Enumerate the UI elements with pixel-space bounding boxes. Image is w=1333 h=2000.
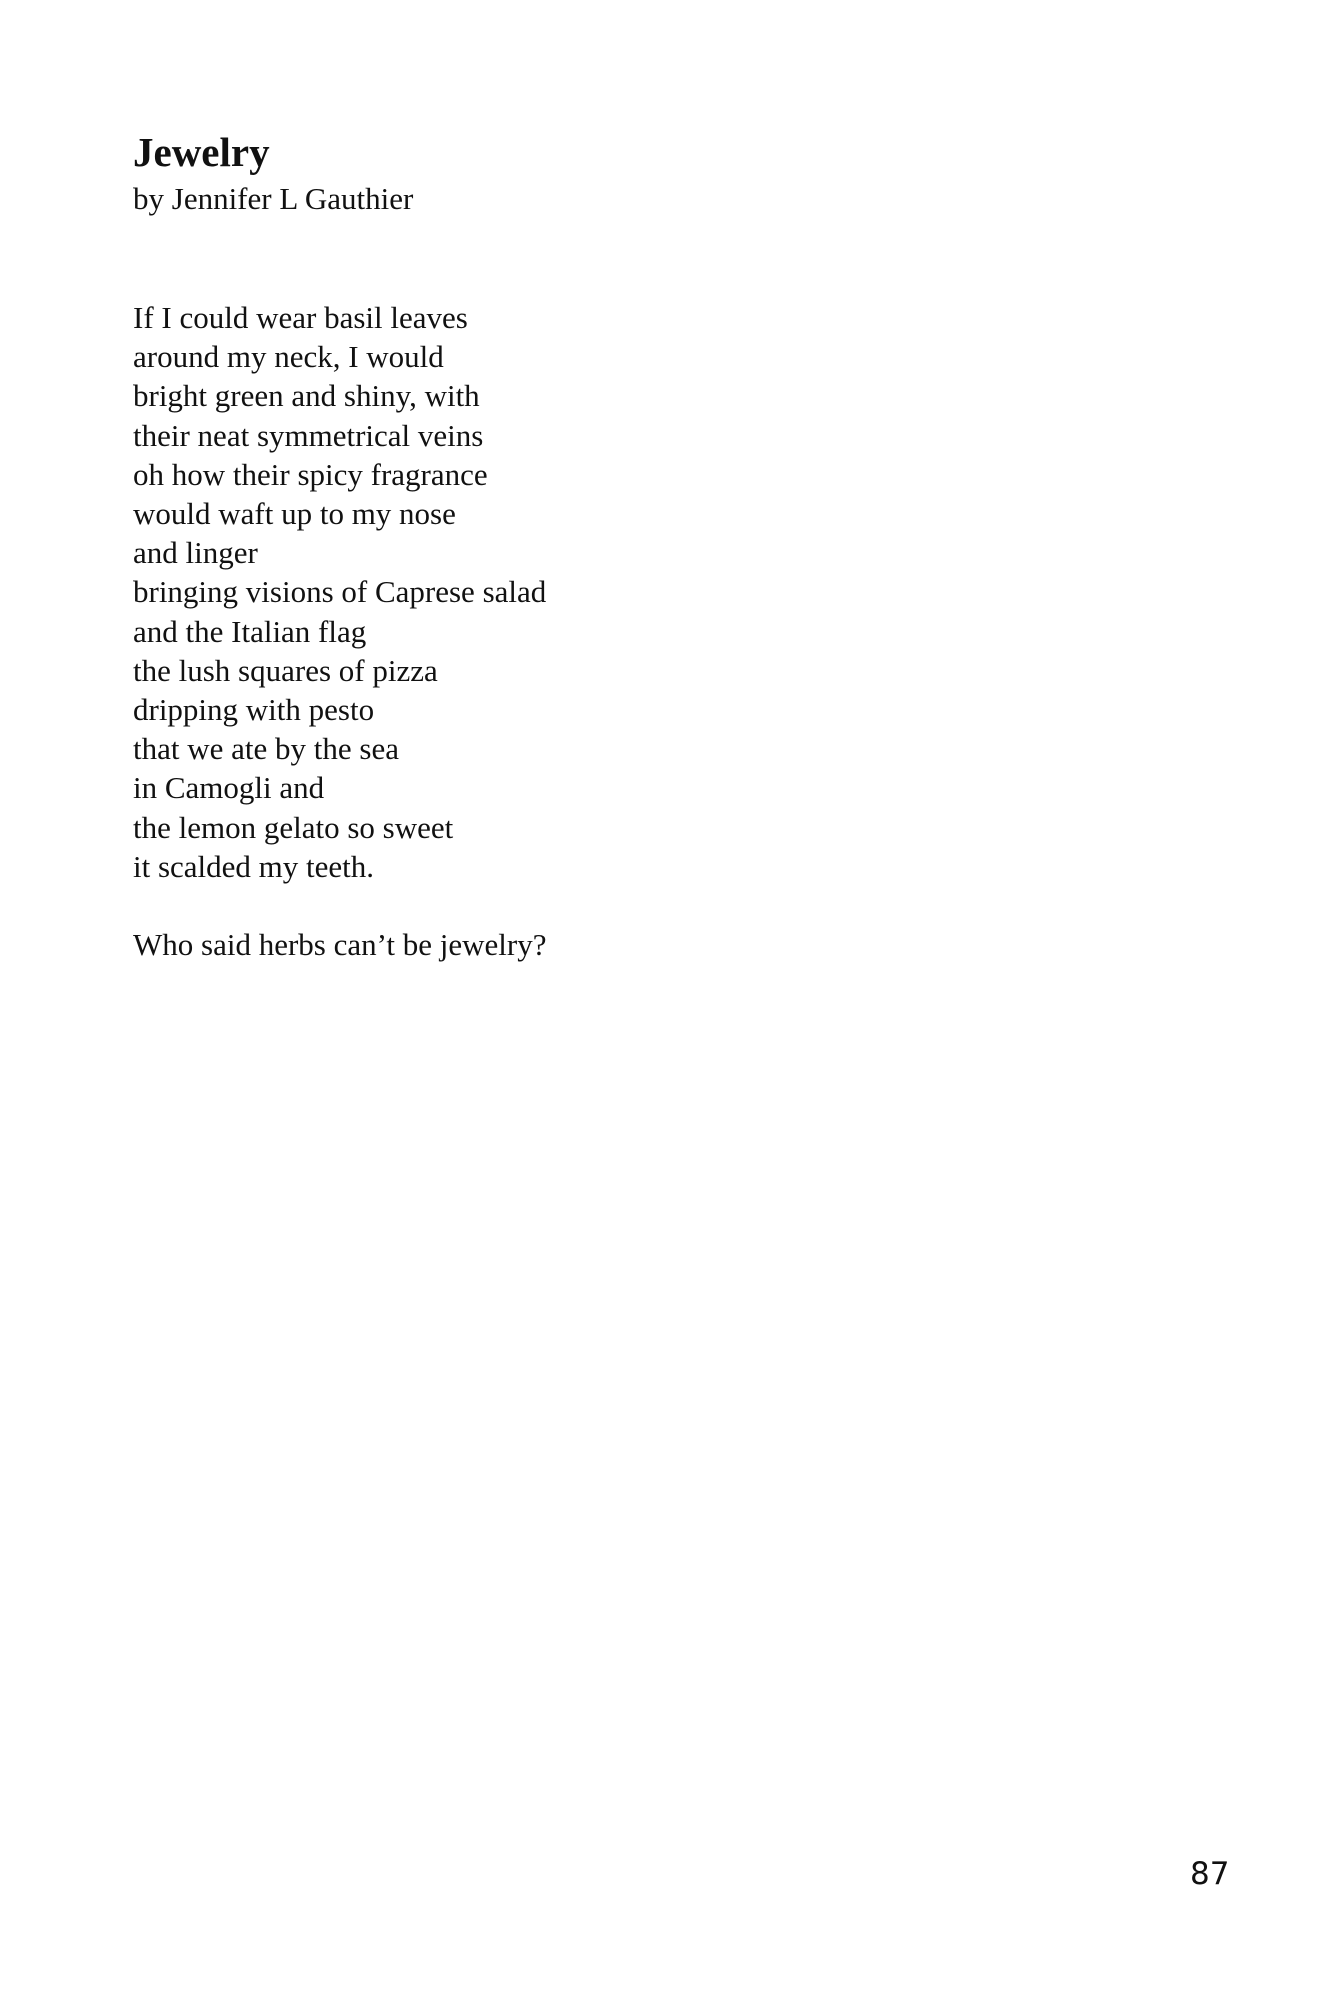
poem-line: Who said herbs can’t be jewelry? bbox=[133, 927, 547, 962]
poem-line: and the Italian flag bbox=[133, 613, 367, 649]
poem-line: that we ate by the sea bbox=[133, 731, 399, 767]
poem-line: dripping with pesto bbox=[133, 692, 375, 728]
poem-line: their neat symmetrical veins bbox=[133, 417, 484, 453]
poem-line: the lemon gelato so sweet bbox=[133, 809, 454, 845]
poem-line: would waft up to my nose bbox=[133, 496, 456, 532]
poem-stanza-2 bbox=[133, 925, 546, 964]
poem-title: Jewelry bbox=[133, 129, 270, 175]
poem-line: and linger bbox=[133, 535, 258, 571]
poem-line: If I could wear basil leaves bbox=[133, 300, 468, 335]
poem-line: around my neck, I would bbox=[133, 339, 444, 375]
poem-line: bringing visions of Caprese salad bbox=[133, 574, 547, 610]
poem-line: it scalded my teeth. bbox=[133, 848, 375, 884]
poem-line: the lush squares of pizza bbox=[133, 652, 438, 688]
poem-line: bright green and shiny, with bbox=[133, 378, 480, 414]
poem-line: in Camogli and bbox=[133, 770, 325, 806]
poem-stanza-1 bbox=[133, 298, 546, 886]
page-number: 87 bbox=[1190, 1856, 1230, 1892]
poem-byline: by Jennifer L Gauthier bbox=[133, 181, 414, 216]
poem-line: oh how their spicy fragrance bbox=[133, 456, 488, 492]
